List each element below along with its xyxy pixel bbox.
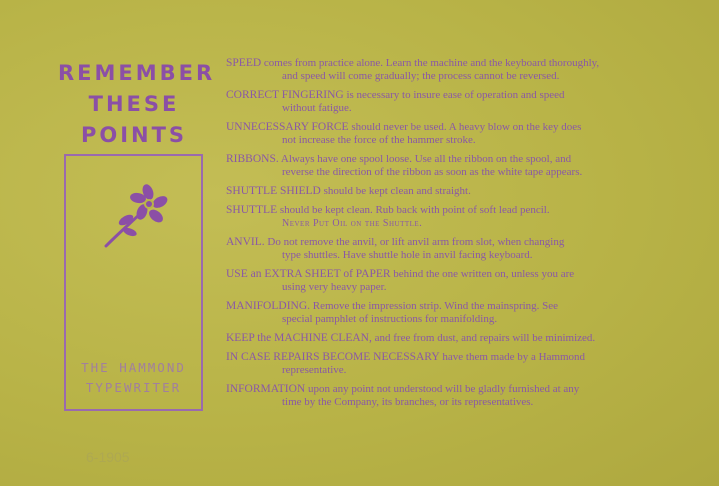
point-keyword: USE an EXTRA SHEET of PAPER bbox=[226, 268, 391, 280]
point-keyword: MANIFOLDING. bbox=[226, 300, 311, 312]
emblem-box bbox=[64, 154, 203, 411]
brand-line-1: THE HAMMOND bbox=[81, 360, 186, 375]
point-item bbox=[226, 332, 664, 345]
point-text: upon any point not understood will be gladly furnished at any bbox=[305, 383, 580, 395]
brand-line-2: TYPEWRITER bbox=[85, 380, 182, 395]
point-text-continuation: Never Put Oil on the Shuttle. bbox=[282, 218, 423, 229]
flower-icon bbox=[100, 180, 172, 250]
point-text: comes from practice alone. Learn the machine and the keyboard thoroughly, bbox=[261, 57, 600, 69]
faint-print-mark: 6-1905 bbox=[86, 449, 130, 465]
point-text: should be kept clean and straight. bbox=[320, 185, 471, 197]
point-text-continuation: and speed will come gradually; the process cannot be reversed. bbox=[282, 70, 560, 82]
point-item bbox=[226, 351, 664, 377]
point-text-continuation: not increase the force of the hammer stroke. bbox=[282, 134, 476, 146]
point-item bbox=[226, 300, 664, 326]
point-keyword: INFORMATION bbox=[226, 383, 306, 395]
point-item bbox=[226, 121, 664, 147]
heading-line-2: THESE bbox=[88, 92, 180, 116]
point-keyword: SHUTTLE bbox=[226, 204, 278, 216]
heading-line-1: REMEMBER bbox=[58, 61, 216, 85]
point-text: and free from dust, and repairs will be minimized. bbox=[371, 332, 596, 344]
point-keyword: RIBBONS. bbox=[226, 153, 279, 165]
point-keyword: ANVIL. bbox=[226, 236, 265, 248]
point-keyword: SHUTTLE SHIELD bbox=[226, 185, 321, 197]
point-keyword: KEEP the MACHINE CLEAN, bbox=[226, 332, 372, 344]
point-text-continuation: type shuttles. Have shuttle hole in anvil facing keyboard. bbox=[282, 249, 533, 261]
heading bbox=[58, 58, 216, 151]
point-text: is necessary to insure ease of operation and speed bbox=[343, 89, 565, 101]
point-keyword: SPEED bbox=[226, 57, 262, 69]
point-text-continuation: reverse the direction of the ribbon as soon as the white tape appears. bbox=[282, 166, 583, 178]
point-text-continuation: time by the Company, its branches, or its representatives. bbox=[282, 396, 534, 408]
heading-line-3: POINTS bbox=[80, 123, 188, 147]
point-text-continuation: representative. bbox=[282, 364, 347, 376]
point-keyword: CORRECT FINGERING bbox=[226, 89, 344, 101]
point-text: Do not remove the anvil, or lift anvil arm from slot, when changing bbox=[264, 236, 565, 248]
point-item bbox=[226, 268, 664, 294]
point-text: should be kept clean. Rub back with point of soft lead pencil. bbox=[277, 204, 550, 216]
point-text: behind the one written on, unless you are bbox=[390, 268, 575, 280]
point-text-continuation: special pamphlet of instructions for manifolding. bbox=[282, 313, 498, 325]
point-text-continuation: using very heavy paper. bbox=[282, 281, 387, 293]
point-text-continuation: without fatigue. bbox=[282, 102, 352, 114]
point-item bbox=[226, 153, 664, 179]
point-item bbox=[226, 204, 664, 230]
point-text: should never be used. A heavy blow on the key does bbox=[348, 121, 582, 133]
points-list bbox=[226, 57, 664, 415]
point-text: have them made by a Hammond bbox=[439, 351, 586, 363]
point-text: Always have one spool loose. Use all the ribbon on the spool, and bbox=[278, 153, 572, 165]
point-item bbox=[226, 57, 664, 83]
point-keyword: IN CASE REPAIRS BECOME NECESSARY bbox=[226, 351, 440, 363]
point-text: Remove the impression strip. Wind the mainspring. See bbox=[310, 300, 559, 312]
point-keyword: UNNECESSARY FORCE bbox=[226, 121, 349, 133]
point-item bbox=[226, 89, 664, 115]
point-item bbox=[226, 236, 664, 262]
point-item bbox=[226, 185, 664, 198]
point-item bbox=[226, 383, 664, 409]
